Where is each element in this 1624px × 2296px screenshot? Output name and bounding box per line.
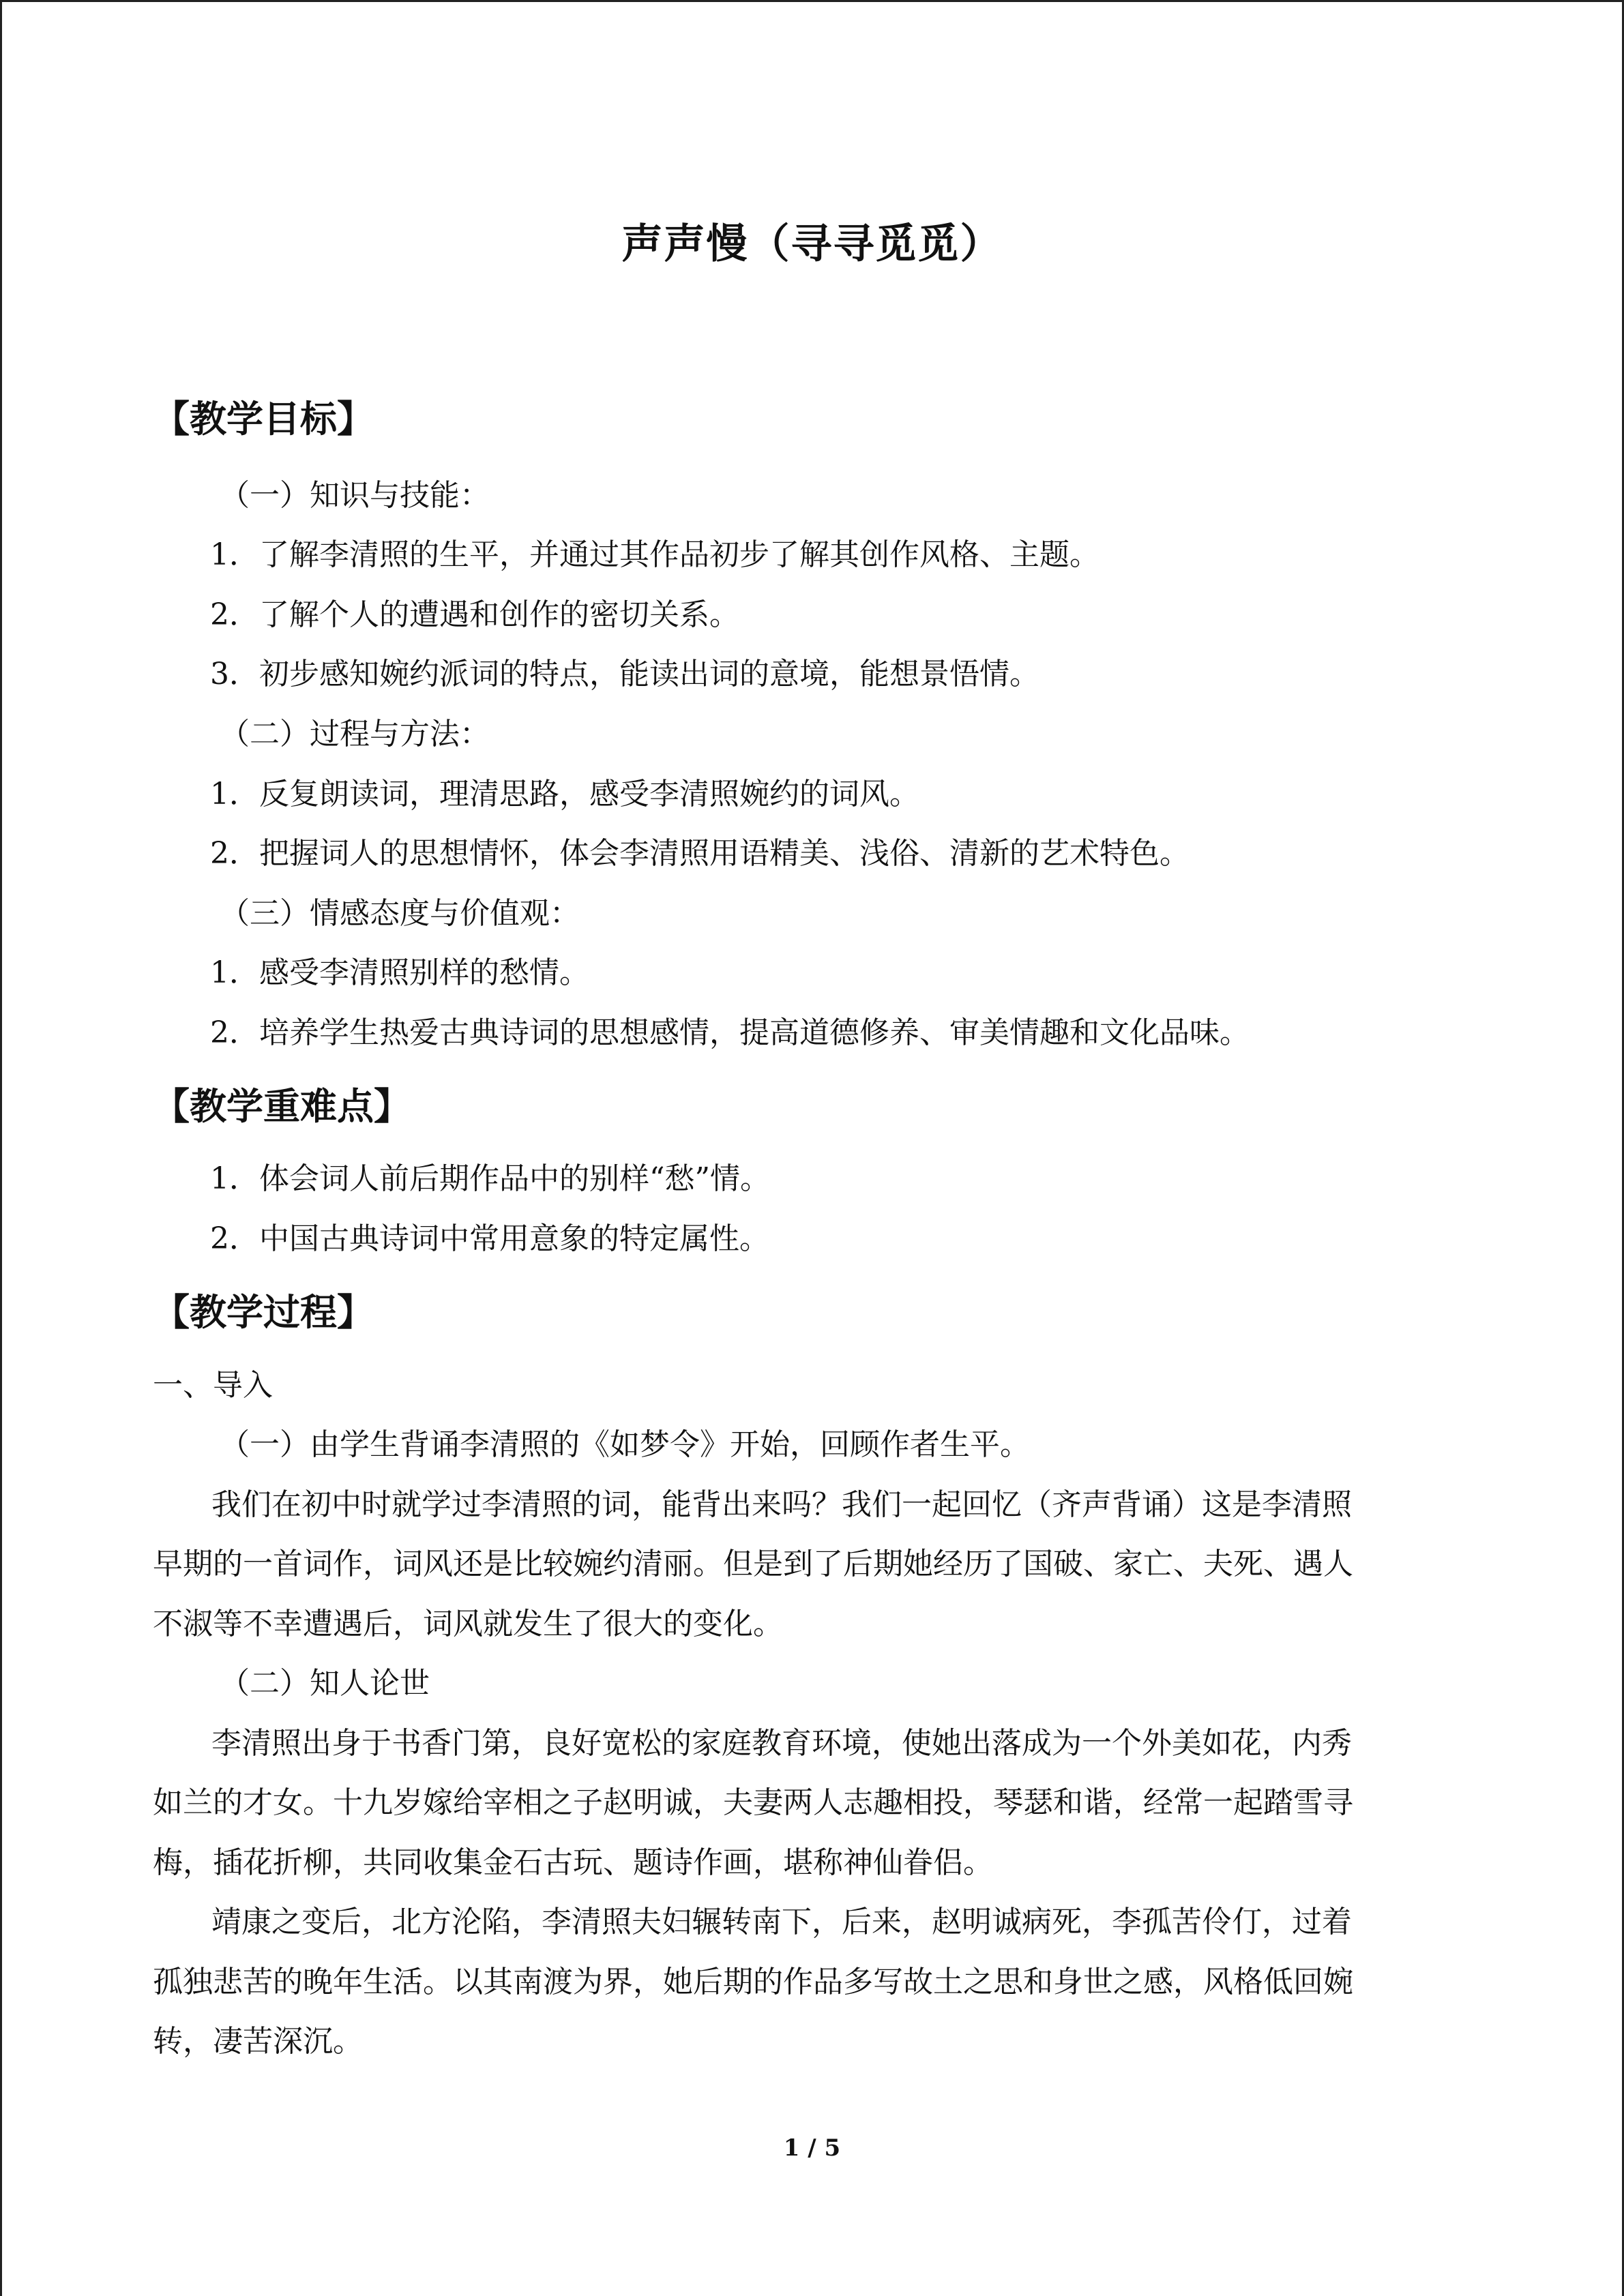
paragraph-line: 靖康之变后，北方沦陷，李清照夫妇辗转南下，后来，赵明诚病死，李孤苦伶仃，过着 (211, 1905, 1352, 1939)
objectives-sub1-item: 1．了解李清照的生平，并通过其作品初步了解其创作风格、主题。 (210, 537, 1099, 572)
heading-process: 【教学过程】 (153, 1290, 374, 1334)
objectives-sub3-item: 2．培养学生热爱古典诗词的思想感情，提高道德修养、审美情趣和文化品味。 (210, 1015, 1250, 1050)
heading-key-points: 【教学重难点】 (153, 1084, 411, 1128)
paragraph-line: 梅，插花折柳，共同收集金石古玩、题诗作画，堪称神仙眷侣。 (153, 1845, 993, 1880)
paragraph-line: 如兰的才女。十九岁嫁给宰相之子赵明诚，夫妻两人志趣相投，琴瑟和谐，经常一起踏雪寻 (153, 1785, 1353, 1820)
process-sub1: （一）由学生背诵李清照的《如梦令》开始，回顾作者生平。 (220, 1427, 1030, 1462)
paragraph-line: 不淑等不幸遭遇后，词风就发生了很大的变化。 (153, 1607, 783, 1641)
key-point-item: 2．中国古典诗词中常用意象的特定属性。 (210, 1221, 769, 1256)
paragraph-line: 早期的一首词作，词风还是比较婉约清丽。但是到了后期她经历了国破、家亡、夫死、遇人 (153, 1547, 1353, 1581)
objectives-sub3: （三）情感态度与价值观： (220, 896, 580, 931)
page-border-left (0, 0, 2, 2296)
objectives-sub2-item: 1．反复朗读词，理清思路，感受李清照婉约的词风。 (210, 777, 919, 811)
objectives-sub2-item: 2．把握词人的思想情怀，体会李清照用语精美、浅俗、清新的艺术特色。 (210, 836, 1190, 871)
key-point-item: 1．体会词人前后期作品中的别样“愁”情。 (210, 1161, 770, 1196)
document-title: 声声慢（寻寻觅觅） (621, 220, 1003, 268)
process-sub2: （二）知人论世 (220, 1666, 430, 1701)
page-number: 1 / 5 (783, 2134, 841, 2162)
objectives-sub1-item: 2．了解个人的遭遇和创作的密切关系。 (210, 597, 739, 632)
paragraph-line: 转，凄苦深沉。 (153, 2024, 363, 2059)
heading-objectives: 【教学目标】 (153, 397, 374, 441)
paragraph-line: 李清照出身于书香门第，良好宽松的家庭教育环境，使她出落成为一个外美如花，内秀 (211, 1726, 1352, 1761)
objectives-sub3-item: 1．感受李清照别样的愁情。 (210, 955, 589, 990)
objectives-sub1: （一）知识与技能： (220, 478, 490, 513)
paragraph-line: 孤独悲苦的晚年生活。以其南渡为界，她后期的作品多写故土之思和身世之感，风格低回婉 (153, 1965, 1353, 1999)
paragraph-line: 我们在初中时就学过李清照的词，能背出来吗？我们一起回忆（齐声背诵）这是李清照 (211, 1487, 1352, 1522)
page-border-top (0, 0, 1624, 2)
objectives-sub1-item: 3．初步感知婉约派词的特点，能读出词的意境，能想景悟情。 (210, 657, 1039, 691)
objectives-sub2: （二）过程与方法： (220, 717, 490, 751)
process-part1: 一、导入 (153, 1368, 273, 1403)
